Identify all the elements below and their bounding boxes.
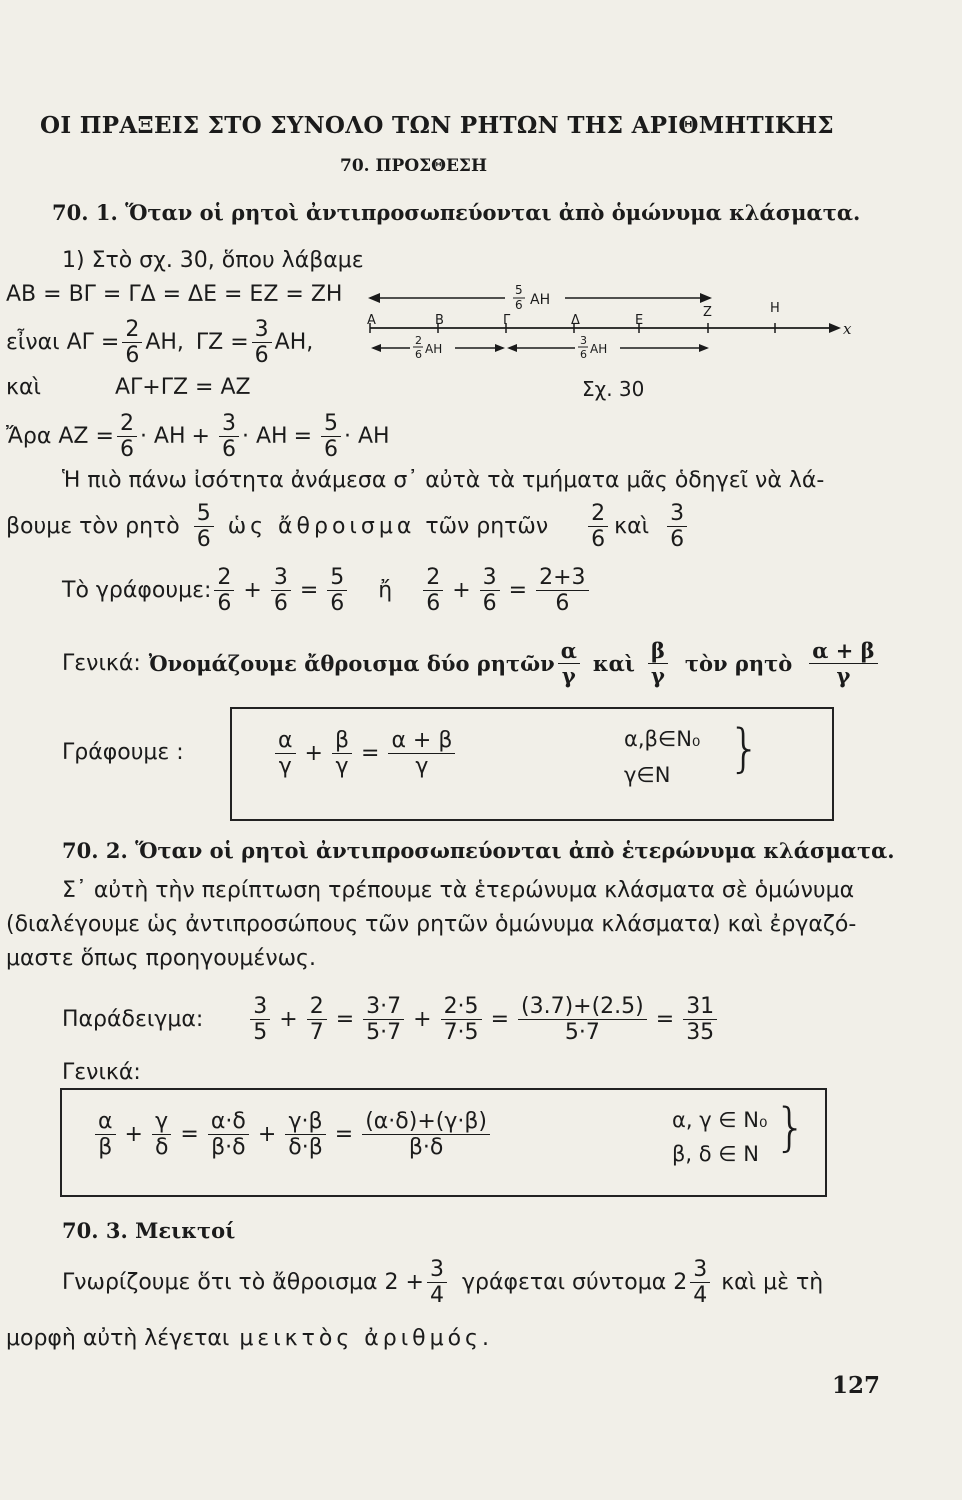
genika-text-1: Ὀνομάζουμε ἄθροισμα δύο ρητῶν	[148, 651, 555, 677]
frac-sum-combined: $\frac{(3.7)+(2.5)}{5\cdot 7}$	[518, 995, 647, 1044]
s3-line1c: καὶ μὲ τὴ	[721, 1270, 824, 1296]
fraction-2-6-d: $\frac{2}{6}$	[214, 566, 234, 615]
label-3: 3	[580, 334, 587, 347]
equals-sign-9: =	[334, 1122, 354, 1148]
arrowhead-icon-4	[699, 344, 709, 352]
equals-sign-5: =	[335, 1007, 355, 1033]
sum-formula-1	[272, 729, 458, 778]
fraction-3-6-e: $\frac{3}{6}$	[480, 566, 500, 615]
frac-b-g: $\frac{\beta}{\gamma}$	[332, 729, 352, 778]
figure-segment-diagram	[365, 284, 860, 374]
figure-caption: Σχ. 30	[582, 377, 645, 401]
s3-line2a: μορφὴ αὐτὴ λέγεται	[6, 1326, 230, 1351]
fraction-3-6: $\frac{3}{6}$	[252, 318, 272, 367]
page-number: 127	[832, 1372, 881, 1399]
fraction-2-6-c: $\frac{2}{6}$	[588, 502, 608, 551]
equals-sign-8: =	[180, 1122, 199, 1148]
fraction-2-6-b: $\frac{2}{6}$	[117, 412, 137, 461]
fraction-beta-gamma: $\frac{\beta}{\gamma}$	[648, 640, 668, 687]
frac-a-b: $\frac{\alpha}{\beta}$	[95, 1110, 116, 1159]
plus-sign-2: +	[243, 578, 262, 604]
plus-sign-6: +	[413, 1007, 432, 1033]
label-6-b: 6	[415, 348, 422, 361]
equals-sign-2: =	[299, 578, 319, 604]
equals-sign-6: =	[490, 1007, 509, 1033]
fraction-3-6-b: $\frac{3}{6}$	[219, 412, 239, 461]
s3-line2b: μεικτὸς ἀριθμός.	[239, 1326, 493, 1351]
frac-31-35: $\frac{31}{35}$	[683, 995, 717, 1044]
axis-x-label: x	[843, 320, 852, 338]
arrowhead-left-icon	[368, 293, 380, 303]
para2b-text: ὡς ἄθροισμα	[227, 514, 416, 540]
sum-equation: ΑΓ+ΓΖ = ΑΖ	[115, 375, 251, 400]
genika-text-3: τὸν ρητὸ	[684, 651, 793, 677]
arrowhead-icon-3	[507, 344, 517, 352]
s3-line1b: γράφεται σύντομα 2	[461, 1270, 688, 1296]
equals-sign: =	[293, 424, 312, 450]
frac-2x5-7x5: $\frac{2\cdot 5}{7\cdot 5}$	[441, 995, 482, 1044]
ara-text: Ἄρα ΑΖ =	[6, 424, 114, 450]
arrowhead-icon-2	[495, 344, 505, 352]
gz-text: ΓΖ =	[195, 330, 249, 356]
equals-sign-7: =	[655, 1007, 675, 1033]
point-B-label: Β	[435, 313, 444, 328]
s3-line-2	[6, 1326, 493, 1351]
fraction-5-6-b: $\frac{5}{6}$	[194, 502, 214, 551]
genika-label-2: Γενικά:	[62, 1060, 141, 1085]
fraction-3-6-d: $\frac{3}{6}$	[271, 566, 291, 615]
right-brace-icon: }	[728, 719, 762, 779]
paragraph-line-2	[6, 502, 690, 551]
plus-sign-5: +	[279, 1007, 298, 1033]
equals-sign-4: =	[361, 741, 380, 767]
para2d-text: καὶ	[614, 514, 650, 540]
s3-line1a: Γνωρίζουμε ὅτι τὸ ἄθροισμα 2 +	[62, 1270, 424, 1296]
frac-ad-bd: $\frac{\alpha\cdot\delta}{\beta\cdot\delta}$	[208, 1110, 249, 1159]
subsection-heading-70-1: 70. 1. Ὅταν οἱ ρητοὶ ἀντιπροσωπεύονται ἀπὸ ὁμώνυμα κλάσματα.	[52, 200, 861, 225]
s2-line-1: Σ᾽ αὐτὴ τὴν περίπτωση τρέπουμε τὰ ἑτερώνυμα κλάσματα σὲ ὁμώνυμα	[62, 878, 855, 903]
s3-line-1	[62, 1258, 823, 1307]
example-line	[62, 995, 720, 1044]
segment-values-line	[6, 318, 313, 367]
equals-sign-3: =	[508, 578, 528, 604]
point-H-label: Η	[770, 301, 780, 316]
point-Z-label: Ζ	[703, 305, 712, 320]
frac-3-4: $\frac{3}{4}$	[427, 1258, 447, 1307]
fraction-5-6: $\frac{5}{6}$	[321, 412, 341, 461]
plus-sign-7: +	[124, 1122, 143, 1148]
arrowhead-right-icon	[700, 293, 712, 303]
point-A-label: Α	[367, 313, 376, 328]
plus-sign-3: +	[452, 578, 471, 604]
genika-text-2: καὶ	[592, 651, 635, 677]
fraction-alpha-gamma: $\frac{\alpha}{\gamma}$	[558, 640, 580, 687]
para2c-text: τῶν ρητῶν	[425, 514, 549, 540]
right-brace-icon-2: }	[774, 1098, 808, 1158]
point-D-label: Δ	[571, 313, 580, 328]
general-definition-line	[62, 640, 881, 687]
frac-3x7-5x7: $\frac{3\cdot 7}{5\cdot 7}$	[363, 995, 404, 1044]
dot-ah-3: · ΑΗ	[344, 424, 390, 450]
dot-ah-1: · ΑΗ	[139, 424, 186, 450]
fraction-2-6: $\frac{2}{6}$	[122, 318, 142, 367]
kai-label: καὶ	[6, 375, 41, 400]
einai-text: εἶναι ΑΓ =	[6, 330, 120, 356]
label-ah-right: ΑΗ	[590, 342, 608, 356]
fraction-3-6-c: $\frac{3}{6}$	[667, 502, 687, 551]
condition-3: α, γ ∈ N₀	[672, 1108, 768, 1132]
condition-1: α,β∈N₀	[624, 727, 701, 751]
point-E-label: Ε	[635, 313, 644, 328]
frac-2-7: $\frac{2}{7}$	[307, 995, 327, 1044]
ah-text: ΑΗ,	[145, 330, 184, 356]
plus-sign-4: +	[304, 741, 323, 767]
grafoume-text: Τὸ γράφουμε:	[62, 578, 212, 604]
fraction-5-6-c: $\frac{5}{6}$	[327, 566, 347, 615]
label-ah-top: ΑΗ	[530, 292, 551, 308]
label-6-c: 6	[580, 348, 587, 361]
subsection-heading-70-2: 70. 2. Ὅταν οἱ ρητοὶ ἀντιπροσωπεύονται ἀπὸ ἑτερώνυμα κλάσματα.	[62, 838, 895, 863]
fraction-alpha-plus-beta-gamma: $\frac{\alpha + \beta}{\gamma}$	[809, 640, 877, 687]
section-title: 70. ΠΡΟΣΘΕΣΗ	[340, 156, 488, 176]
sum-formula-2	[92, 1110, 493, 1159]
point-G-label: Γ	[503, 313, 511, 328]
frac-3-5: $\frac{3}{5}$	[250, 995, 270, 1044]
chapter-title: ΟΙ ΠΡΑΞΕΙΣ ΣΤΟ ΣΥΝΟΛΟ ΤΩΝ ΡΗΤΩΝ ΤΗΣ ΑΡΙΘΜΗΤΙΚΗΣ	[40, 112, 834, 139]
frac-3-4-b: $\frac{3}{4}$	[690, 1258, 710, 1307]
frac-general-sum: $\frac{(\alpha\cdot\delta)+(\gamma\cdot\beta)}{\beta\cdot\delta}$	[362, 1110, 490, 1159]
frac-a-g: $\frac{\alpha}{\gamma}$	[275, 729, 296, 778]
dot-ah-2: · ΑΗ	[241, 424, 288, 450]
example-label: Παράδειγμα:	[62, 1007, 204, 1033]
frac-g-d: $\frac{\gamma}{\delta}$	[152, 1110, 171, 1159]
condition-2: γ∈N	[624, 763, 671, 787]
formula-box-2	[60, 1088, 827, 1197]
ara-equation	[6, 412, 390, 461]
plus-sign-8: +	[257, 1122, 277, 1148]
intro-line: 1) Στὸ σχ. 30, ὅπου λάβαμε	[62, 248, 364, 273]
formula-box-1	[230, 707, 834, 821]
s2-line-3: μαστε ὅπως προηγουμένως.	[6, 946, 316, 971]
genika-label: Γενικά:	[62, 651, 141, 677]
para2a-text: βουμε τὸν ρητὸ	[6, 514, 180, 540]
fraction-2plus3-6: $\frac{2+3}{6}$	[536, 566, 588, 615]
write-equation-line	[62, 566, 592, 615]
label-2: 2	[415, 334, 422, 347]
label-5: 5	[515, 284, 523, 297]
ah-text-2: ΑΗ,	[274, 330, 314, 356]
arrowhead-icon-1	[371, 344, 381, 352]
paragraph-line-1: Ἡ πιὸ πάνω ἰσότητα ἀνάμεσα σ᾽ αὐτὰ τὰ τμήματα μᾶς ὁδηγεῖ νὰ λά-	[62, 468, 825, 493]
or-text: ἤ	[378, 578, 393, 604]
segment-equalities: ΑΒ = ΒΓ = ΓΔ = ΔΕ = ΕΖ = ΖΗ	[6, 282, 343, 307]
s2-line-2: (διαλέγουμε ὡς ἀντιπροσώπους τῶν ρητῶν ὁμώνυμα κλάσματα) καὶ ἐργαζό-	[6, 912, 857, 937]
subsection-heading-70-3: 70. 3. Μεικτοί	[62, 1218, 236, 1243]
fraction-2-6-e: $\frac{2}{6}$	[423, 566, 443, 615]
frac-a-plus-b-g: $\frac{\alpha + \beta}{\gamma}$	[388, 729, 455, 778]
grafoume-label: Γράφουμε :	[62, 740, 184, 765]
label-ah-left: ΑΗ	[425, 342, 443, 356]
frac-gb-db: $\frac{\gamma\cdot\beta}{\delta\cdot\beta}$	[285, 1110, 326, 1159]
label-6: 6	[515, 298, 523, 312]
plus-sign: +	[191, 424, 210, 450]
condition-4: β, δ ∈ N	[672, 1142, 759, 1166]
ray-arrow-icon	[829, 323, 841, 333]
